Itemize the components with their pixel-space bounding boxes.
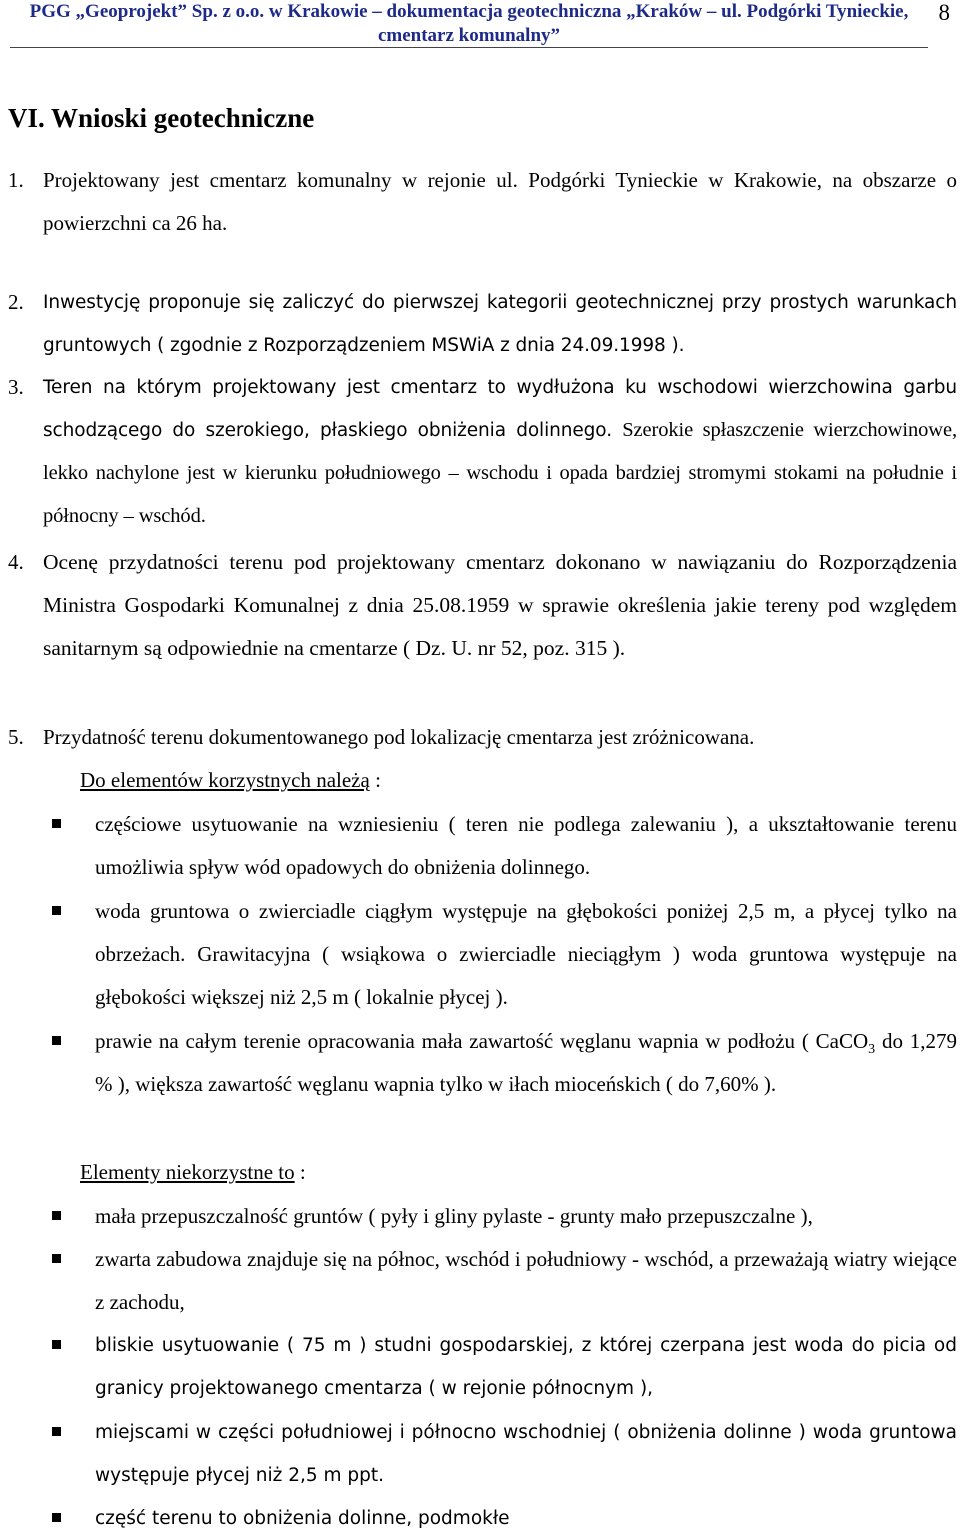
header-divider xyxy=(10,47,928,48)
point-text-5: Przydatność terenu dokumentowanego pod lokalizację cmentarza jest zróżnicowana. xyxy=(43,725,755,749)
unfavourable-item-3: bliskie usytuowanie ( 75 m ) studni gospodarskiej, z której czerpana jest woda do picia od granicy projektowanego cmentarza ( w rejonie północnym ), xyxy=(95,1335,957,1399)
bullet-icon xyxy=(52,1427,61,1436)
bullet-icon xyxy=(52,1513,61,1522)
point-number-3: 3. xyxy=(8,375,24,399)
unfavourable-heading-text: Elementy niekorzystne to xyxy=(80,1160,295,1184)
favourable-heading xyxy=(80,759,381,802)
favourable-item-1: częściowe usytuowanie na wzniesieniu ( teren nie podlega zalewaniu ), a ukształtowanie terenu umożliwia spływ wód opadowych do obniżenia dolinnego. xyxy=(95,812,957,879)
running-header-line-2: cmentarz komunalny” xyxy=(377,25,561,46)
running-header-line-1: PGG „Geoprojekt” Sp. z o.o. w Krakowie – dokumentacja geotechniczna „Kraków – ul. Podgórki Tynieckie, xyxy=(29,1,909,22)
point-text-3 xyxy=(43,366,957,538)
page-number: 8 xyxy=(938,0,950,25)
favourable-item-3-post: do 1,279 % ), większa zawartość węglanu wapnia tylko w iłach mioceńskich ( do 7,60% ). xyxy=(95,1029,957,1096)
favourable-heading-text: Do elementów korzystnych należą xyxy=(80,768,370,792)
bullet-icon xyxy=(52,1254,61,1263)
bullet-icon xyxy=(52,1036,61,1045)
point-number-1: 1. xyxy=(8,168,24,192)
bullet-icon xyxy=(52,1211,61,1220)
running-header xyxy=(10,0,928,48)
point-text-3b: Szerokie spłaszczenie wierzchowinowe, lekko nachylone jest w kierunku południowego – wschodu i opada bardziej stromymi stokami na południe i północny – wschód. xyxy=(43,419,957,527)
point-text-4: Ocenę przydatności terenu pod projektowany cmentarz dokonano w nawiązaniu do Rozporządzenia Ministra Gospodarki Komunalnej z dnia 25.08.1959 w sprawie określenia jakie tereny pod względem sanitarnym są odpowiednie na cmentarze ( Dz. U. nr 52, poz. 315 ). xyxy=(43,550,957,660)
point-number-4: 4. xyxy=(8,550,24,574)
favourable-item-3-pre: prawie na całym terenie opracowania mała zawartość węglanu wapnia w podłożu ( CaCO xyxy=(95,1029,869,1053)
point-text-2: Inwestycję proponuje się zaliczyć do pierwszej kategorii geotechnicznej przy prostych warunkach gruntowych ( zgodnie z Rozporządzeniem MSWiA z dnia 24.09.1998 ). xyxy=(43,292,957,356)
bullet-icon xyxy=(52,819,61,828)
favourable-item-2 xyxy=(95,890,957,1019)
unfavourable-item-4: miejscami w części południowej i północno wschodniej ( obniżenia dolinne ) woda gruntowa występuje płycej niż 2,5 m ppt. xyxy=(95,1422,957,1486)
favourable-heading-colon: : xyxy=(375,768,381,792)
unfavourable-heading xyxy=(80,1151,306,1194)
bullet-icon xyxy=(52,906,61,915)
bullet-icon xyxy=(52,1340,61,1349)
point-text-3a: Teren na którym projektowany jest cmentarz to wydłużona ku wschodowi wierzchowina garbu schodzącego do szerokiego, płaskiego obniżenia dolinnego. xyxy=(43,377,957,441)
favourable-item-2a: woda gruntowa o zwierciadle ciągłym występuje na głębokości poniżej 2,5 m, a płycej tylko na obrzeżach. xyxy=(95,899,957,966)
unfavourable-item-5: część terenu to obniżenia dolinne, podmokłe xyxy=(95,1508,510,1529)
point-number-2: 2. xyxy=(8,290,24,314)
favourable-item-3-sub: 3 xyxy=(868,1042,876,1058)
favourable-item-2b: Grawitacyjna ( wsiąkowa o zwierciadle nieciągłym ) woda gruntowa występuje na głębokości większej niż 2,5 m ( lokalnie płycej ). xyxy=(95,942,957,1009)
unfavourable-item-2: zwarta zabudowa znajduje się na północ, wschód i południowy - wschód, a przeważają wiatry wiejące z zachodu, xyxy=(95,1247,957,1314)
section-title: VI. Wnioski geotechniczne xyxy=(8,103,315,133)
point-text-1: Projektowany jest cmentarz komunalny w rejonie ul. Podgórki Tynieckie w Krakowie, na obszarze o powierzchni ca 26 ha. xyxy=(43,168,957,235)
point-number-5: 5. xyxy=(8,725,24,749)
unfavourable-heading-colon: : xyxy=(299,1160,306,1184)
favourable-item-3 xyxy=(95,1020,957,1106)
unfavourable-item-1: mała przepuszczalność gruntów ( pyły i gliny pylaste - grunty mało przepuszczalne ), xyxy=(95,1204,813,1228)
